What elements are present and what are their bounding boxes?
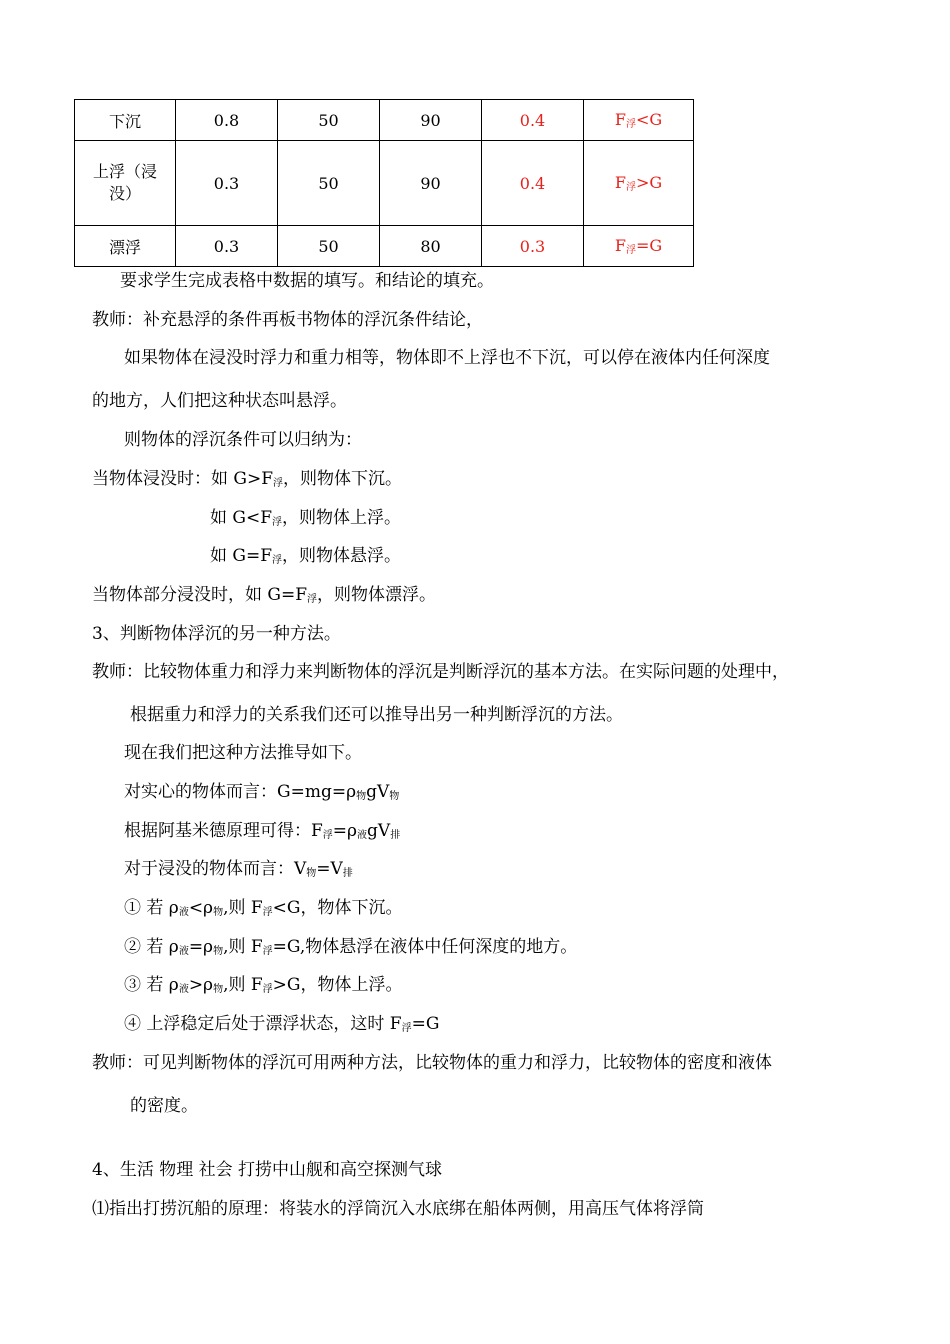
condition-line: 当物体浸没时：如 $G>F_浮$，则物体下沉。 xyxy=(92,469,403,489)
paragraph-line: 现在我们把这种方法推导如下。 xyxy=(124,743,362,763)
paragraph-line: ⑴指出打捞沉船的原理：将装水的浮筒沉入水底绑在船体两侧，用高压气体将浮筒 xyxy=(92,1199,704,1219)
condition-line: 如 $G=F_浮$，则物体悬浮。 xyxy=(210,546,402,566)
value-cell: 50 xyxy=(278,226,380,267)
value-cell: 80 xyxy=(380,226,482,267)
paragraph-line: 如果物体在浸没时浮力和重力相等，物体即不上浮也不下沉，可以停在液体内任何深度 xyxy=(124,348,770,368)
paragraph-line: 的密度。 xyxy=(130,1096,198,1116)
value-cell: 50 xyxy=(278,100,380,141)
relation-cell: $F_浮<G$ xyxy=(584,100,694,141)
value-cell: 0.3 xyxy=(176,226,278,267)
value-cell: 0.8 xyxy=(176,100,278,141)
answer-cell: 0.4 xyxy=(482,100,584,141)
teacher-line: 教师：补充悬浮的条件再板书物体的浮沉条件结论， xyxy=(92,310,483,330)
paragraph-line: 则物体的浮沉条件可以归纳为： xyxy=(124,430,362,450)
data-table xyxy=(74,99,694,267)
state-cell: 漂浮 xyxy=(75,226,176,267)
relation-cell: $F_浮=G$ xyxy=(584,226,694,267)
value-cell: 90 xyxy=(380,141,482,226)
paragraph-line: 的地方，人们把这种状态叫悬浮。 xyxy=(92,391,347,411)
answer-cell: 0.4 xyxy=(482,141,584,226)
value-cell: 0.3 xyxy=(176,141,278,226)
case-line: ④ 上浮稳定后处于漂浮状态，这时 $F_浮=G$ xyxy=(124,1014,440,1034)
formula-line: 对于浸没的物体而言：$V_物=V_排$ xyxy=(124,859,353,879)
case-line: ③ 若 $\rho_液>\rho_物$,则 $F_浮>G$，物体上浮。 xyxy=(124,975,403,995)
paragraph-line: 根据重力和浮力的关系我们还可以推导出另一种判断浮沉的方法。 xyxy=(130,705,623,725)
value-cell: 90 xyxy=(380,100,482,141)
table-row xyxy=(75,226,694,267)
section-heading: 3、判断物体浮沉的另一种方法。 xyxy=(92,624,341,644)
condition-line: 当物体部分浸没时，如 $G=F_浮$，则物体漂浮。 xyxy=(92,585,437,605)
teacher-line: 教师：比较物体重力和浮力来判断物体的浮沉是判断浮沉的基本方法。在实际问题的处理中， xyxy=(92,662,789,682)
case-line: ② 若 $\rho_液=\rho_物$,则 $F_浮=G$,物体悬浮在液体中任何深度的地方。 xyxy=(124,937,578,957)
formula-line: 对实心的物体而言：$G=mg=\rho_物gV_物$ xyxy=(124,782,400,802)
instruction-line: 要求学生完成表格中数据的填写。和结论的填充。 xyxy=(120,271,494,291)
table-row xyxy=(75,100,694,141)
state-cell: 下沉 xyxy=(75,100,176,141)
case-line: ① 若 $\rho_液<\rho_物$,则 $F_浮<G$，物体下沉。 xyxy=(124,898,403,918)
value-cell: 50 xyxy=(278,141,380,226)
answer-cell: 0.3 xyxy=(482,226,584,267)
relation-cell: $F_浮>G$ xyxy=(584,141,694,226)
condition-line: 如 $G<F_浮$，则物体上浮。 xyxy=(210,508,402,528)
formula-line: 根据阿基米德原理可得：$F_浮=\rho_液gV_排$ xyxy=(124,821,401,841)
section-heading: 4、生活 物理 社会 打捞中山舰和高空探测气球 xyxy=(92,1160,443,1180)
table-row xyxy=(75,141,694,226)
teacher-line: 教师：可见判断物体的浮沉可用两种方法，比较物体的重力和浮力，比较物体的密度和液体 xyxy=(92,1053,772,1073)
state-cell: 上浮（浸 没） xyxy=(75,141,176,226)
